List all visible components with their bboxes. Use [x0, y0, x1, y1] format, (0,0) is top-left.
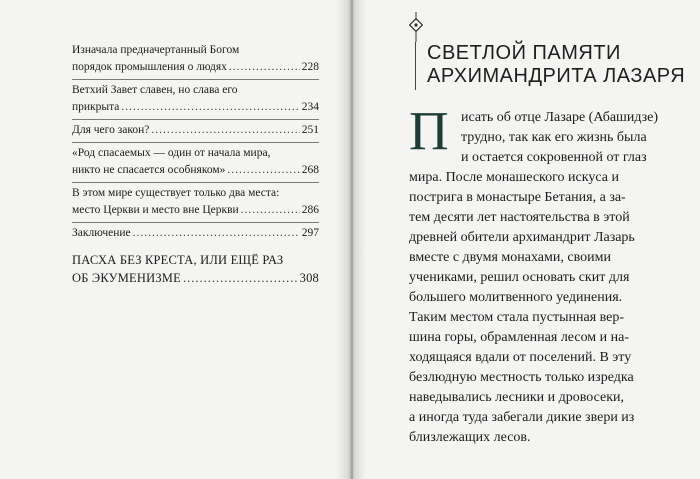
toc-entry[interactable] — [72, 42, 319, 80]
body-line: ходящаяся вдали от поселений. В эту — [409, 350, 632, 365]
body-line: исать об отце Лазаре (Абашидзе) — [461, 110, 659, 125]
toc-leader-dots — [229, 59, 300, 76]
toc-section-text: ПАСХА БЕЗ КРЕСТА, ИЛИ ЕЩЁ РАЗ — [72, 253, 284, 267]
title-vertical-rule — [415, 42, 416, 90]
toc-section-heading[interactable] — [72, 251, 319, 287]
body-line: безлюдную местность только изредка — [409, 370, 634, 385]
table-of-contents — [72, 42, 319, 287]
toc-page-number: 308 — [299, 271, 319, 285]
toc-entry-text: Для чего закон? — [72, 124, 150, 136]
right-page — [352, 0, 700, 479]
toc-leader-dots — [227, 162, 299, 179]
toc-page-number: 286 — [301, 204, 319, 216]
toc-leader-dots — [121, 99, 299, 116]
drop-cap: П — [409, 100, 449, 161]
toc-entry-text: прикрыта — [72, 101, 120, 113]
toc-entry[interactable] — [72, 145, 319, 183]
toc-page-number: 268 — [301, 164, 319, 176]
toc-entry[interactable] — [72, 82, 319, 120]
body-text — [409, 100, 688, 448]
body-line: учениками, решил основать скит для — [409, 270, 630, 285]
toc-entry-text: никто не спасается особняком» — [72, 164, 226, 176]
chapter-title — [427, 42, 687, 88]
toc-entry-text: Заключение — [72, 227, 131, 239]
body-line: вместе с двумя монахами, своими — [409, 250, 611, 265]
toc-leader-dots — [133, 225, 300, 242]
toc-leader-dots — [241, 202, 300, 219]
body-line: а иногда туда забегали дикие звери из — [409, 410, 635, 425]
body-line: тем десяти лет настоятельства в этой — [409, 210, 630, 225]
toc-entry-text: порядок промышления о людях — [72, 61, 227, 73]
body-line: шина горы, обрамленная лесом и на- — [409, 330, 630, 345]
body-line: мира. После монашеского искуса и — [409, 170, 619, 185]
toc-entry[interactable] — [72, 225, 319, 245]
body-line: близлежащих лесов. — [409, 430, 531, 445]
toc-section-text: ОБ ЭКУМЕНИЗМЕ — [72, 271, 181, 285]
body-line: большего молитвенного уединения. — [409, 290, 623, 305]
chapter-title-line: СВЕТЛОЙ ПАМЯТИ — [427, 42, 621, 64]
toc-page-number: 228 — [301, 61, 319, 73]
toc-leader-dots — [151, 122, 299, 139]
body-line: пострига в монастыре Бетания, а за- — [409, 190, 626, 205]
toc-page-number: 297 — [301, 227, 319, 239]
body-line: наведывались лесники и дровосеки, — [409, 390, 625, 405]
toc-leader-dots — [183, 269, 298, 287]
toc-entry-text: «Род спасаемых — один от начала мира, — [72, 147, 271, 159]
toc-entry-text: место Церкви и место вне Церкви — [72, 204, 239, 216]
chapter-title-line: АРХИМАНДРИТА ЛАЗАРЯ — [427, 65, 686, 87]
body-line: древней обители архимандрит Лазарь — [409, 230, 635, 245]
toc-page-number: 234 — [301, 101, 319, 113]
toc-entry-text: В этом мире существует только два места: — [72, 187, 280, 199]
toc-entry[interactable] — [72, 122, 319, 143]
body-line: Таким местом стала пустынная вер- — [409, 310, 625, 325]
body-line: и остается сокровенной от глаз — [461, 150, 647, 165]
toc-entry[interactable] — [72, 185, 319, 223]
toc-entry-text: Изначала предначертанный Богом — [72, 44, 240, 56]
cross-ornament-icon — [409, 12, 423, 42]
toc-entry-text: Ветхий Завет славен, но слава его — [72, 84, 238, 96]
body-line: трудно, так как его жизнь была — [461, 130, 647, 145]
toc-page-number: 251 — [301, 124, 319, 136]
